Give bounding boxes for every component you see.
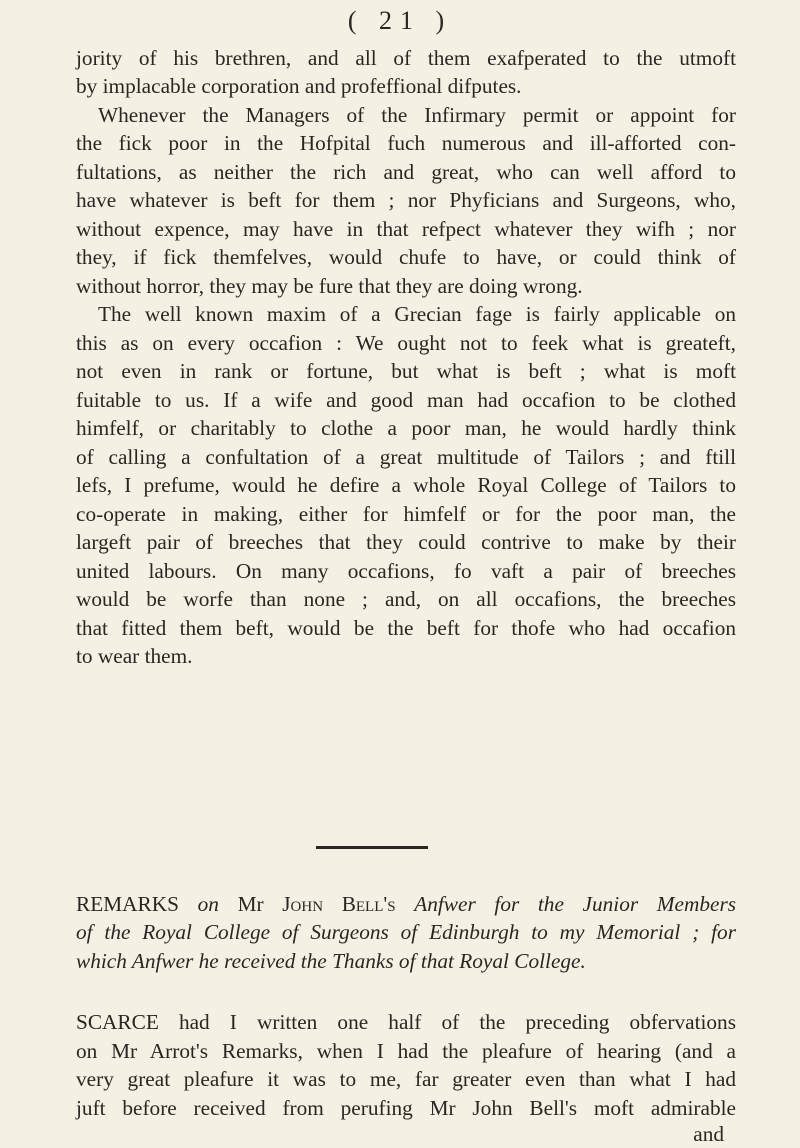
text-line: without expence, may have in that refpect whatever they wifh ; nor bbox=[76, 217, 736, 241]
text-line: fuitable to us. If a wife and good man had occafion to be clothed bbox=[76, 388, 736, 412]
text-line: of calling a confultation of a great multitude of Tailors ; and ftill bbox=[76, 445, 736, 469]
text-line: without horror, they may be fure that they are doing wrong. bbox=[76, 274, 583, 298]
text-line: that fitted them beft, would be the beft for thofe who had occafion bbox=[76, 616, 736, 640]
text-line: united labours. On many occafions, fo vaft a pair of breeches bbox=[76, 559, 736, 583]
text-line: SCARCE had I written one half of the preceding obfervations bbox=[76, 1010, 736, 1034]
catchword: and bbox=[693, 1122, 724, 1146]
text-line: lefs, I prefume, would he defire a whole Royal College of Tailors to bbox=[76, 473, 736, 497]
text-line: fultations, as neither the rich and great, who can well afford to bbox=[76, 160, 736, 184]
text-line: they, if fick themfelves, would chufe to have, or could think of bbox=[76, 245, 736, 269]
heading-remarks: REMARKS bbox=[76, 892, 179, 916]
text-line: juft before received from perufing Mr John Bell's moft admirable bbox=[76, 1096, 736, 1120]
heading-on: on bbox=[197, 892, 219, 916]
text-line: to wear them. bbox=[76, 644, 193, 668]
heading-mr: Mr bbox=[237, 892, 264, 916]
text-line: this as on every occafion : We ought not to feek what is greateft, bbox=[76, 331, 736, 355]
section-divider bbox=[316, 846, 428, 849]
text-line: Whenever the Managers of the Infirmary permit or appoint for bbox=[98, 103, 736, 127]
text-line: himfelf, or charitably to clothe a poor man, he would hardly think bbox=[76, 416, 736, 440]
text-line: co-operate in making, either for himfelf or for the poor man, the bbox=[76, 502, 736, 526]
text-line: on Mr Arrot's Remarks, when I had the pleafure of hearing (and a bbox=[76, 1039, 736, 1063]
section-heading-line bbox=[76, 890, 736, 918]
text-line: The well known maxim of a Grecian fage is fairly applicable on bbox=[98, 302, 736, 326]
section-heading-line: of the Royal College of Surgeons of Edinburgh to my Memorial ; for bbox=[76, 920, 736, 944]
text-line: would be worfe than none ; and, on all occafions, the breeches bbox=[76, 587, 736, 611]
page-number: ( 21 ) bbox=[347, 6, 453, 35]
heading-title: Anfwer for the Junior Members bbox=[414, 892, 737, 916]
text-line: largeft pair of breeches that they could contrive to make by their bbox=[76, 530, 736, 554]
section-heading-line: which Anfwer he received the Thanks of that Royal College. bbox=[76, 949, 586, 973]
text-line: by implacable corporation and profeffional difputes. bbox=[76, 74, 522, 98]
text-line: the fick poor in the Hofpital fuch numerous and ill-afforted con- bbox=[76, 131, 736, 155]
text-line: have whatever is beft for them ; nor Phyficians and Surgeons, who, bbox=[76, 188, 736, 212]
text-line: very great pleafure it was to me, far greater even than what I had bbox=[76, 1067, 736, 1091]
text-line: jority of his brethren, and all of them exafperated to the utmoft bbox=[76, 46, 736, 70]
text-line: not even in rank or fortune, but what is beft ; what is moft bbox=[76, 359, 736, 383]
heading-author: John Bell's bbox=[282, 892, 396, 916]
